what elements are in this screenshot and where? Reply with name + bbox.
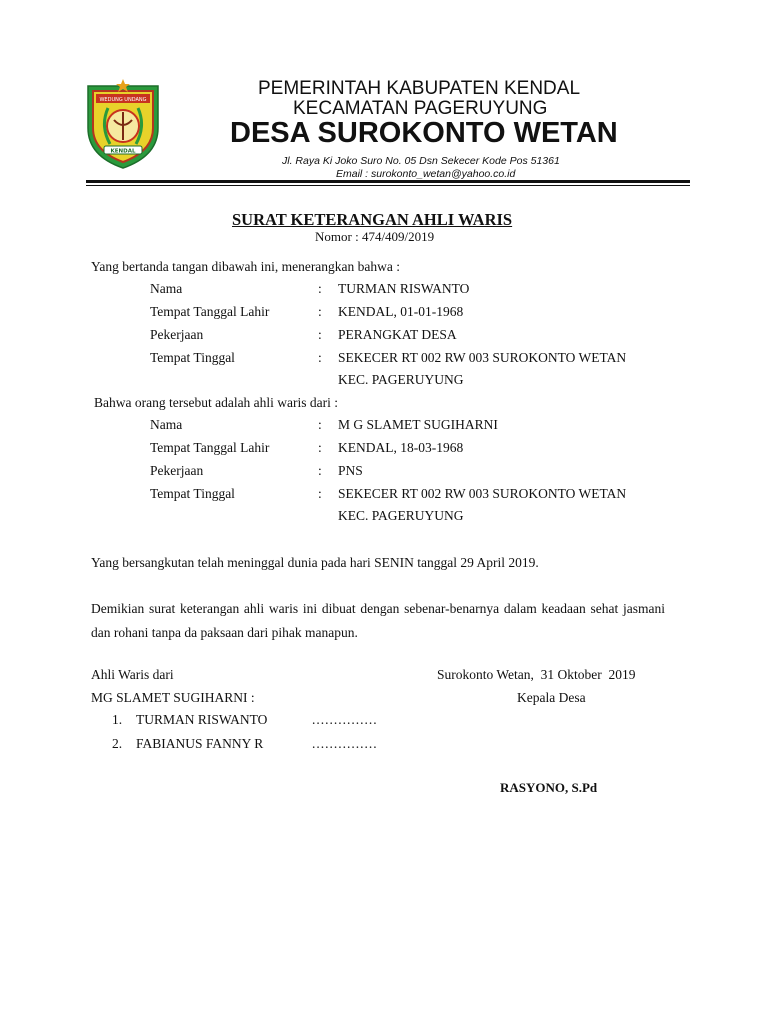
person1-birth-label: Tempat Tanggal Lahir (150, 304, 270, 319)
heir-1-number: 1. (112, 712, 123, 727)
person1-address-value: SEKECER RT 002 RW 003 SUROKONTO WETAN (338, 350, 627, 365)
person2-birth-label: Tempat Tanggal Lahir (150, 440, 270, 455)
person1-name-label: Nama (150, 281, 183, 296)
person1-birth-value: KENDAL, 01-01-1968 (338, 304, 464, 319)
person1-name-value: TURMAN RISWANTO (338, 281, 470, 296)
colon: : (318, 486, 322, 501)
document-title: SURAT KETERANGAN AHLI WARIS (232, 210, 513, 229)
colon: : (318, 350, 322, 365)
person2-address-label: Tempat Tinggal (150, 486, 235, 501)
heir-2-number: 2. (112, 736, 123, 751)
person2-job-label: Pekerjaan (150, 463, 204, 478)
colon: : (318, 304, 322, 319)
deceased-name: MG SLAMET SUGIHARNI : (91, 690, 255, 705)
official-position: Kepala Desa (517, 690, 586, 705)
village-email: Email : surokonto_wetan@yahoo.co.id (336, 168, 516, 180)
emblem-icon (78, 78, 168, 170)
person2-address-continued: KEC. PAGERUYUNG (338, 508, 464, 523)
person1-address-label: Tempat Tinggal (150, 350, 235, 365)
emblem-bottom-text: KENDAL (110, 148, 136, 155)
person2-name-label: Nama (150, 417, 183, 432)
colon: : (318, 281, 322, 296)
letterhead-divider-thin (86, 185, 690, 186)
official-name: RASYONO, S.Pd (500, 780, 598, 795)
intro-text: Yang bertanda tangan dibawah ini, menerangkan bahwa : (91, 259, 401, 274)
heir-intro-text: Bahwa orang tersebut adalah ahli waris dari : (94, 395, 339, 410)
heir-2-signature-line: ............... (312, 736, 378, 751)
person2-address-value: SEKECER RT 002 RW 003 SUROKONTO WETAN (338, 486, 627, 501)
colon: : (318, 463, 322, 478)
person2-name-value: M G SLAMET SUGIHARNI (338, 417, 498, 432)
document-number: Nomor : 474/409/2019 (315, 229, 435, 244)
letterhead-divider-thick (86, 180, 690, 183)
village-name: DESA SUROKONTO WETAN (230, 117, 618, 149)
heir-1-name: TURMAN RISWANTO (136, 712, 268, 727)
death-statement: Yang bersangkutan telah meninggal dunia pada hari SENIN tanggal 29 April 2019. (91, 555, 539, 570)
colon: : (318, 417, 322, 432)
government-line: PEMERINTAH KABUPATEN KENDAL (258, 78, 581, 99)
colon: : (318, 440, 322, 455)
person2-job-value: PNS (338, 463, 363, 478)
person1-address-continued: KEC. PAGERUYUNG (338, 372, 464, 387)
heir-2-name: FABIANUS FANNY R (136, 736, 264, 751)
person2-birth-value: KENDAL, 18-03-1968 (338, 440, 464, 455)
person1-job-label: Pekerjaan (150, 327, 204, 342)
village-emblem-logo (78, 78, 168, 170)
heirs-of-label: Ahli Waris dari (91, 667, 174, 682)
closing-statement: Demikian surat keterangan ahli waris ini dibuat dengan sebenar-benarnya dalam keadaan sehat jasmani dan rohani tanpa da paksaan dari pihak manapun. (91, 601, 665, 640)
heir-1-signature-line: ............... (312, 712, 378, 727)
district-line: KECAMATAN PAGERUYUNG (293, 98, 548, 119)
emblem-top-text: WEDUNG UNDANG (99, 97, 147, 103)
person1-job-value: PERANGKAT DESA (338, 327, 457, 342)
place-date: Surokonto Wetan, 31 Oktober 2019 (437, 667, 636, 682)
village-address: Jl. Raya Ki Joko Suro No. 05 Dsn Sekecer Kode Pos 51361 (282, 155, 560, 167)
colon: : (318, 327, 322, 342)
